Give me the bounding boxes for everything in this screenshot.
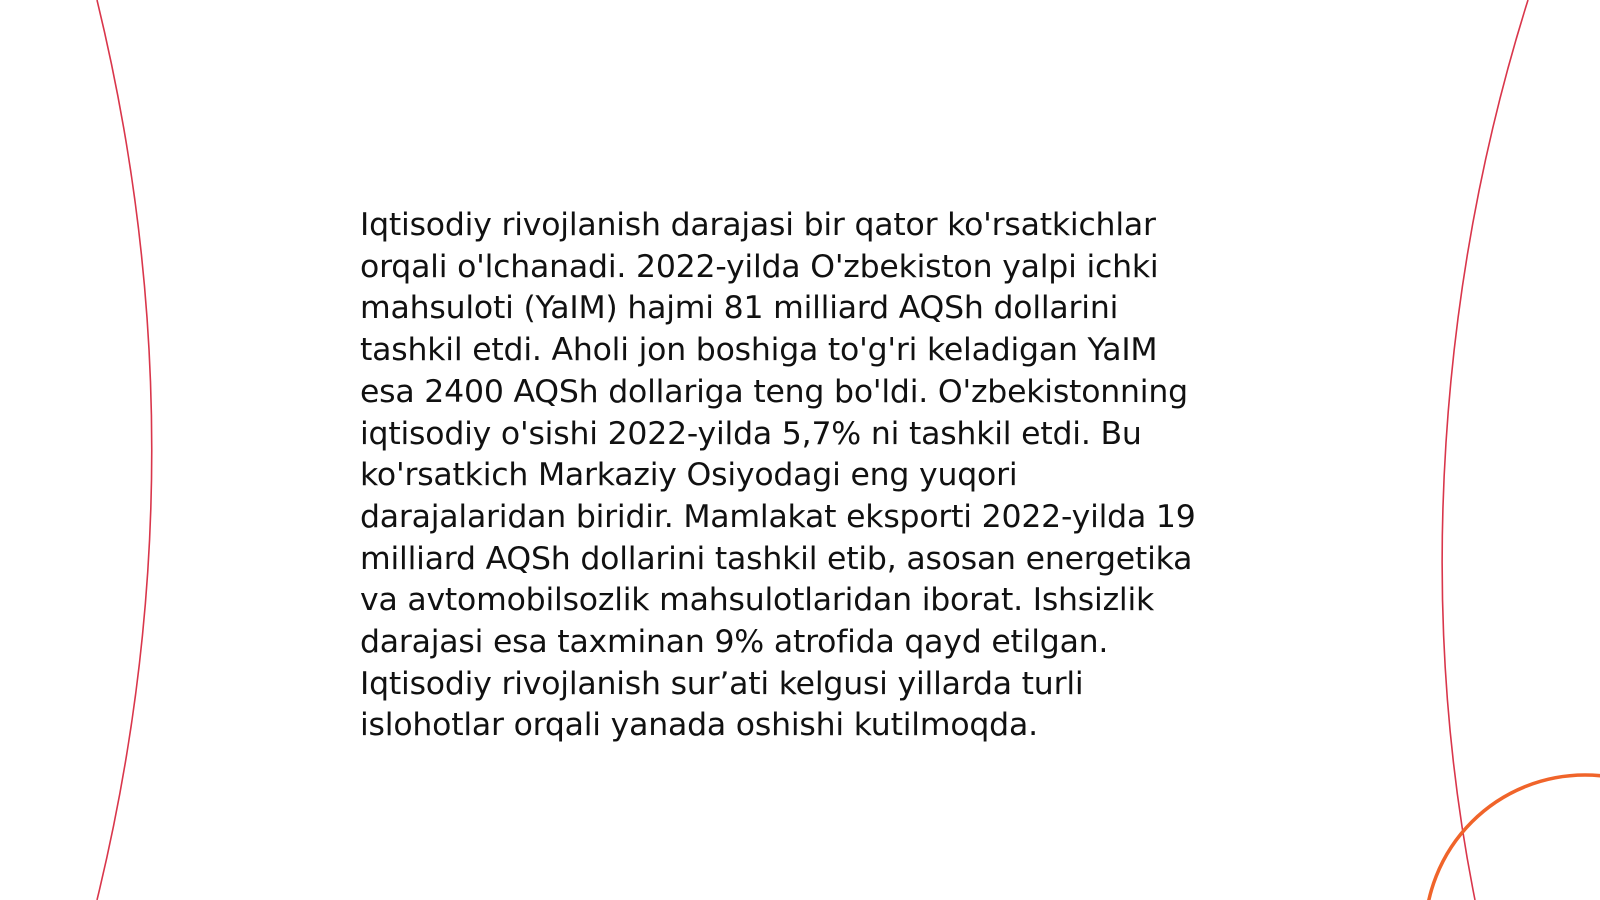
body-line: iqtisodiy o'sishi 2022-yilda 5,7% ni tashkil etdi. Bu [360, 415, 1142, 452]
orange-circle-arc [1425, 775, 1600, 900]
body-line: islohotlar orqali yanada oshishi kutilmoqda. [360, 707, 1038, 744]
body-paragraph [360, 205, 1240, 747]
right-arc [1442, 0, 1528, 900]
body-line: darajasi esa taxminan 9% atrofida qayd etilgan. [360, 624, 1109, 661]
body-line: mahsuloti (YaIM) hajmi 81 milliard AQSh dollarini [360, 290, 1119, 327]
body-line: Iqtisodiy rivojlanish darajasi bir qator ko'rsatkichlar [360, 207, 1156, 243]
body-line: esa 2400 AQSh dollariga teng bo'ldi. O'zbekistonning [360, 373, 1188, 410]
body-line: darajalaridan biridir. Mamlakat eksporti 2022-yilda 19 [360, 498, 1196, 535]
body-line: tashkil etdi. Aholi jon boshiga to'g'ri keladigan YaIM [360, 332, 1158, 369]
body-line: orqali o'lchanadi. 2022-yilda O'zbekiston yalpi ichki [360, 248, 1159, 285]
body-line: va avtomobilsozlik mahsulotlaridan iborat. Ishsizlik [360, 582, 1155, 619]
left-arc [97, 0, 152, 900]
body-line: milliard AQSh dollarini tashkil etib, asosan energetika [360, 540, 1193, 577]
body-line: Iqtisodiy rivojlanish sur’ati kelgusi yillarda turli [360, 665, 1084, 702]
body-line: ko'rsatkich Markaziy Osiyodagi eng yuqori [360, 457, 1018, 494]
